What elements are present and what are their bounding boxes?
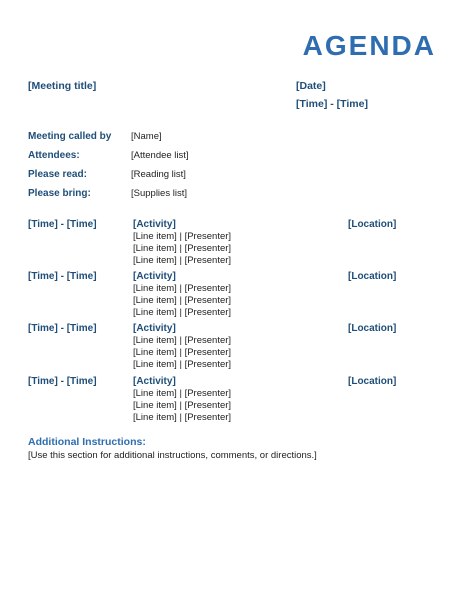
meta-value[interactable]: [Reading list]: [131, 169, 186, 180]
meeting-title[interactable]: [Meeting title]: [28, 80, 97, 92]
line-item[interactable]: [Line item] | [Presenter]: [133, 358, 232, 370]
line-item[interactable]: [Line item] | [Presenter]: [133, 254, 232, 266]
page-title: AGENDA: [302, 30, 436, 61]
meta-label: Attendees:: [28, 150, 80, 161]
line-item[interactable]: [Line item] | [Presenter]: [133, 283, 232, 294]
session-activity[interactable]: [Activity]: [133, 219, 176, 230]
line-item[interactable]: [Line item] | [Presenter]: [133, 306, 232, 318]
session-time[interactable]: [Time] - [Time]: [28, 219, 97, 230]
meeting-date[interactable]: [Date]: [296, 80, 326, 92]
line-item[interactable]: [Line item] | [Presenter]: [133, 411, 232, 423]
session-location[interactable]: [Location]: [348, 323, 397, 334]
meta-label: Meeting called by: [28, 131, 112, 142]
line-item[interactable]: [Line item] | [Presenter]: [133, 242, 232, 254]
meta-label: Please bring:: [28, 188, 91, 199]
session-activity[interactable]: [Activity]: [133, 323, 176, 334]
session-location[interactable]: [Location]: [348, 376, 397, 387]
session-time[interactable]: [Time] - [Time]: [28, 323, 97, 334]
session-location[interactable]: [Location]: [348, 271, 397, 282]
line-item[interactable]: [Line item] | [Presenter]: [133, 388, 232, 399]
session-line-items: [133, 231, 231, 266]
meta-value[interactable]: [Name]: [131, 131, 162, 142]
line-item[interactable]: [Line item] | [Presenter]: [133, 399, 232, 411]
line-item[interactable]: [Line item] | [Presenter]: [133, 346, 232, 358]
meta-label: Please read:: [28, 169, 87, 180]
additional-instructions-text[interactable]: [Use this section for additional instructions, comments, or directions.]: [28, 450, 317, 461]
session-line-items: [133, 335, 231, 370]
line-item[interactable]: [Line item] | [Presenter]: [133, 231, 232, 242]
session-activity[interactable]: [Activity]: [133, 271, 176, 282]
session-activity[interactable]: [Activity]: [133, 376, 176, 387]
meta-value[interactable]: [Attendee list]: [131, 150, 189, 161]
additional-instructions-heading: Additional Instructions:: [28, 436, 146, 448]
session-time[interactable]: [Time] - [Time]: [28, 271, 97, 282]
line-item[interactable]: [Line item] | [Presenter]: [133, 294, 232, 306]
meeting-time-range[interactable]: [Time] - [Time]: [296, 98, 368, 110]
session-line-items: [133, 283, 231, 318]
meta-value[interactable]: [Supplies list]: [131, 188, 187, 199]
session-line-items: [133, 388, 231, 423]
session-location[interactable]: [Location]: [348, 219, 397, 230]
session-time[interactable]: [Time] - [Time]: [28, 376, 97, 387]
line-item[interactable]: [Line item] | [Presenter]: [133, 335, 232, 346]
